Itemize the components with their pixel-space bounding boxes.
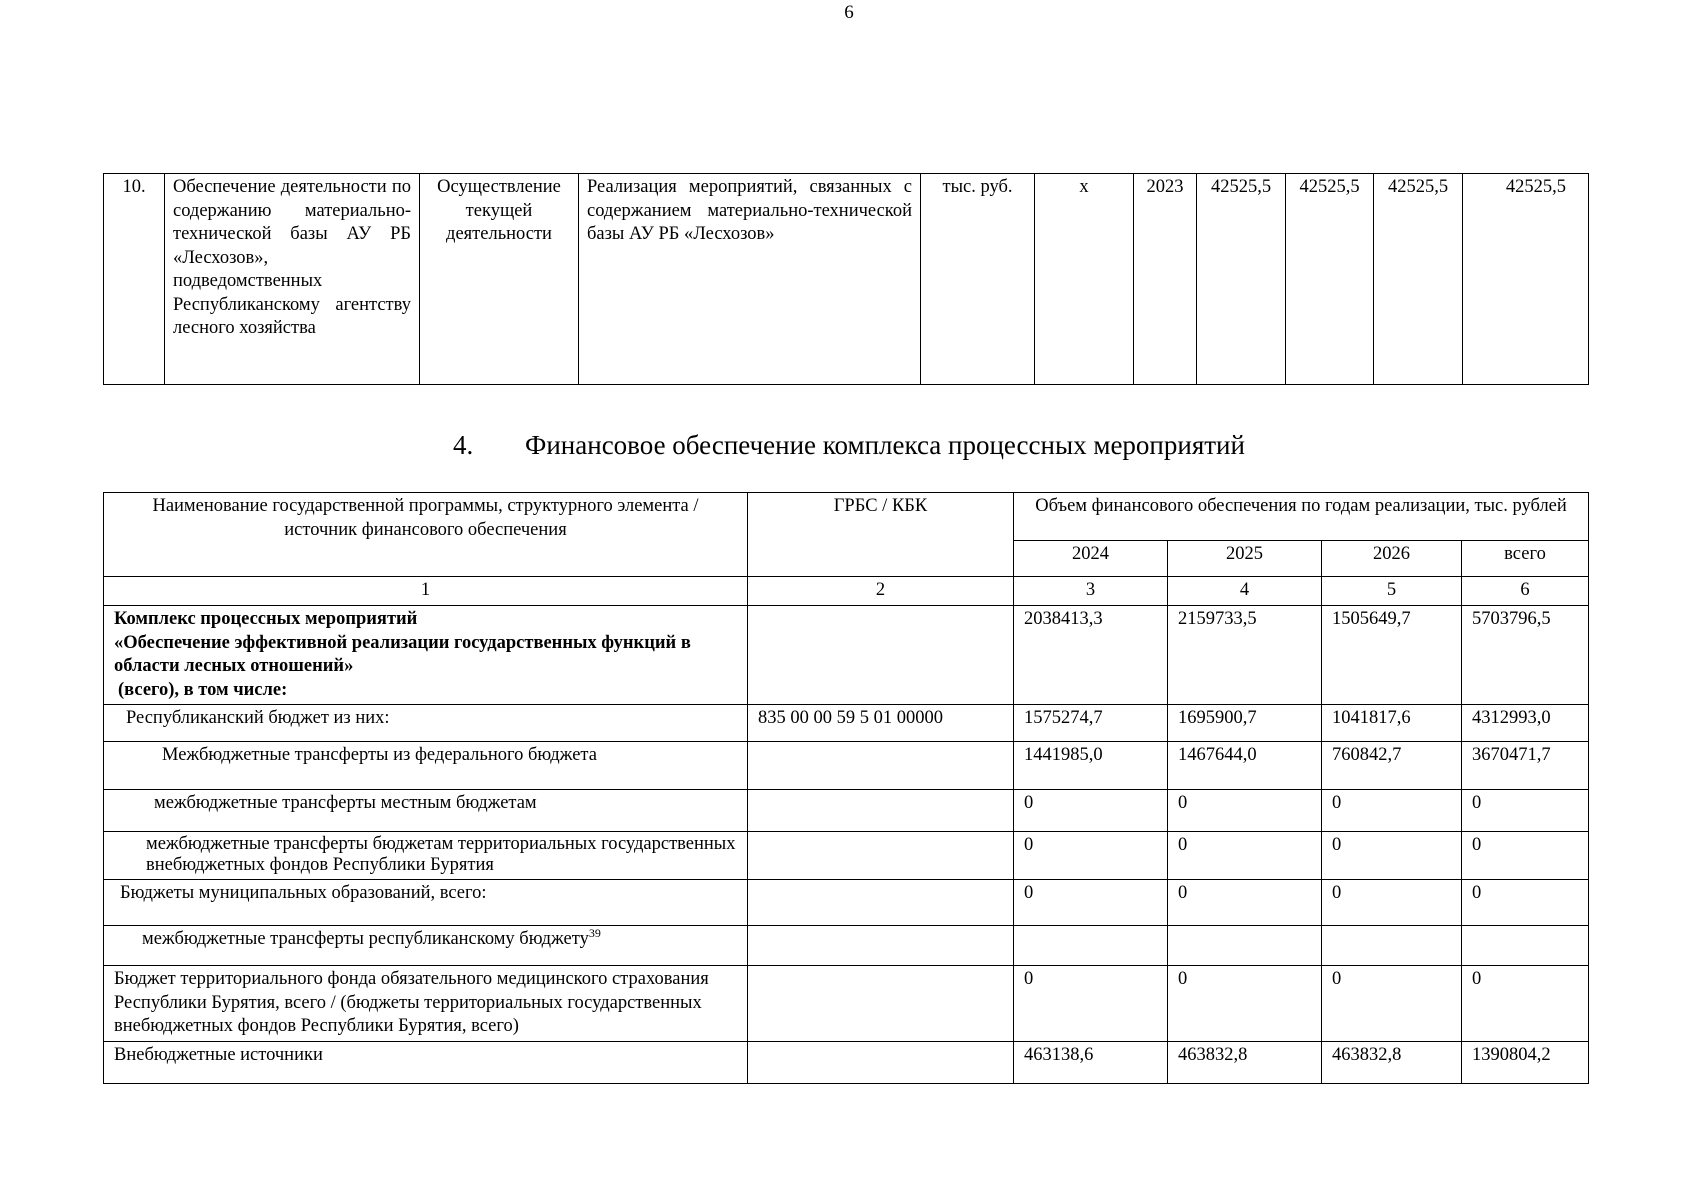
measure-value: 42525,5 (1463, 174, 1589, 385)
column-number: 6 (1462, 577, 1589, 606)
value-2024: 463138,6 (1014, 1041, 1168, 1083)
value-2026: 463832,8 (1322, 1041, 1462, 1083)
column-number: 3 (1014, 577, 1168, 606)
complex-subtitle: «Обеспечение эффективной реализации государственных функций в области лесных отношений» (114, 632, 691, 676)
measure-description: Реализация мероприятий, связанных с содержанием материально-технической базы АУ РБ «Лесхозов» (579, 174, 921, 385)
footnote-marker: 39 (588, 925, 601, 940)
complex-title: Комплекс процессных мероприятий (114, 609, 418, 629)
complex-kbk (748, 606, 1014, 705)
value-2024 (1014, 926, 1168, 966)
value-2025: 1467644,0 (1168, 742, 1322, 790)
source-kbk (748, 880, 1014, 926)
value-total: 1390804,2 (1462, 1041, 1589, 1083)
source-name: межбюджетные трансферты бюджетам территориальных государственных внебюджетных фондов Республики Бурятия (104, 832, 748, 880)
column-numbers-row (104, 577, 1589, 606)
value-2025 (1168, 926, 1322, 966)
measure-name: Обеспечение деятельности по содержанию материально-технической базы АУ РБ «Лесхозов», подведомственных Республиканскому агентству лесного хозяйства (165, 174, 420, 385)
value-2026: 0 (1322, 966, 1462, 1042)
table-row (104, 174, 1589, 385)
source-kbk (748, 832, 1014, 880)
source-name: межбюджетные трансферты местным бюджетам (104, 790, 748, 832)
value-2025: 2159733,5 (1168, 606, 1322, 705)
measure-type: Осуществление текущей деятельности (420, 174, 579, 385)
table-row (104, 880, 1589, 926)
value-2025: 0 (1168, 832, 1322, 880)
complex-note: (всего), в том числе: (118, 679, 288, 700)
section-number: 4. (453, 430, 474, 460)
value-2024: 0 (1014, 790, 1168, 832)
value-2025: 0 (1168, 880, 1322, 926)
complex-name (104, 606, 748, 705)
table-row (104, 1041, 1589, 1083)
value-total: 0 (1462, 966, 1589, 1042)
value-total (1462, 926, 1589, 966)
measure-value: 42525,5 (1374, 174, 1463, 385)
table-row (104, 790, 1589, 832)
row-number: 10. (104, 174, 165, 385)
value-2025: 1695900,7 (1168, 705, 1322, 742)
value-2026: 1505649,7 (1322, 606, 1462, 705)
value-2025: 0 (1168, 790, 1322, 832)
source-kbk (748, 790, 1014, 832)
table-row (104, 705, 1589, 742)
source-name: Бюджеты муниципальных образований, всего: (104, 880, 748, 926)
measure-value: 42525,5 (1286, 174, 1374, 385)
measure-value: 42525,5 (1197, 174, 1286, 385)
header-year-2026: 2026 (1322, 541, 1462, 577)
source-name: Республиканский бюджет из них: (104, 705, 748, 742)
value-2025: 0 (1168, 966, 1322, 1042)
value-2026 (1322, 926, 1462, 966)
complex-total-row (104, 606, 1589, 705)
source-kbk (748, 742, 1014, 790)
header-year-2025: 2025 (1168, 541, 1322, 577)
value-total: 0 (1462, 790, 1589, 832)
value-total: 5703796,5 (1462, 606, 1589, 705)
page-number: 6 (844, 2, 854, 23)
value-2024: 1441985,0 (1014, 742, 1168, 790)
finance-table (103, 492, 1589, 1084)
value-total: 4312993,0 (1462, 705, 1589, 742)
header-total: всего (1462, 541, 1589, 577)
source-name: Бюджет территориального фонда обязательного медицинского страхования Республики Бурятия, всего / (бюджеты территориальных государственных внебюджетных фондов Республики Бурятия, всего) (104, 966, 748, 1042)
table-row (104, 926, 1589, 966)
source-kbk (748, 926, 1014, 966)
value-2024: 2038413,3 (1014, 606, 1168, 705)
column-number: 1 (104, 577, 748, 606)
value-2026: 0 (1322, 880, 1462, 926)
header-volume: Объем финансового обеспечения по годам реализации, тыс. рублей (1014, 493, 1589, 541)
value-2024: 0 (1014, 832, 1168, 880)
value-2026: 0 (1322, 832, 1462, 880)
value-2026: 0 (1322, 790, 1462, 832)
measures-table (103, 173, 1589, 385)
value-2026: 1041817,6 (1322, 705, 1462, 742)
value-2024: 0 (1014, 966, 1168, 1042)
source-name: Межбюджетные трансферты из федерального бюджета (104, 742, 748, 790)
section-title: Финансовое обеспечение комплекса процессных мероприятий (525, 430, 1245, 460)
measure-base: х (1035, 174, 1134, 385)
table-row (104, 832, 1589, 880)
source-kbk: 835 00 00 59 5 01 00000 (748, 705, 1014, 742)
value-2024: 0 (1014, 880, 1168, 926)
value-2026: 760842,7 (1322, 742, 1462, 790)
section-heading (0, 430, 1698, 461)
source-name-text: межбюджетные трансферты республиканскому бюджету (142, 929, 589, 949)
value-2025: 463832,8 (1168, 1041, 1322, 1083)
source-kbk (748, 1041, 1014, 1083)
column-number: 2 (748, 577, 1014, 606)
value-total: 0 (1462, 880, 1589, 926)
header-year-2024: 2024 (1014, 541, 1168, 577)
measure-year: 2023 (1134, 174, 1197, 385)
value-total: 0 (1462, 832, 1589, 880)
table-row (104, 966, 1589, 1042)
header-grbs: ГРБС / КБК (748, 493, 1014, 577)
table-row (104, 742, 1589, 790)
value-2024: 1575274,7 (1014, 705, 1168, 742)
column-number: 4 (1168, 577, 1322, 606)
measure-unit: тыс. руб. (921, 174, 1035, 385)
value-total: 3670471,7 (1462, 742, 1589, 790)
source-name: Внебюджетные источники (104, 1041, 748, 1083)
column-number: 5 (1322, 577, 1462, 606)
source-name (104, 926, 748, 966)
header-row (104, 493, 1589, 541)
header-name: Наименование государственной программы, структурного элемента / источник финансового обеспечения (104, 493, 748, 577)
source-kbk (748, 966, 1014, 1042)
